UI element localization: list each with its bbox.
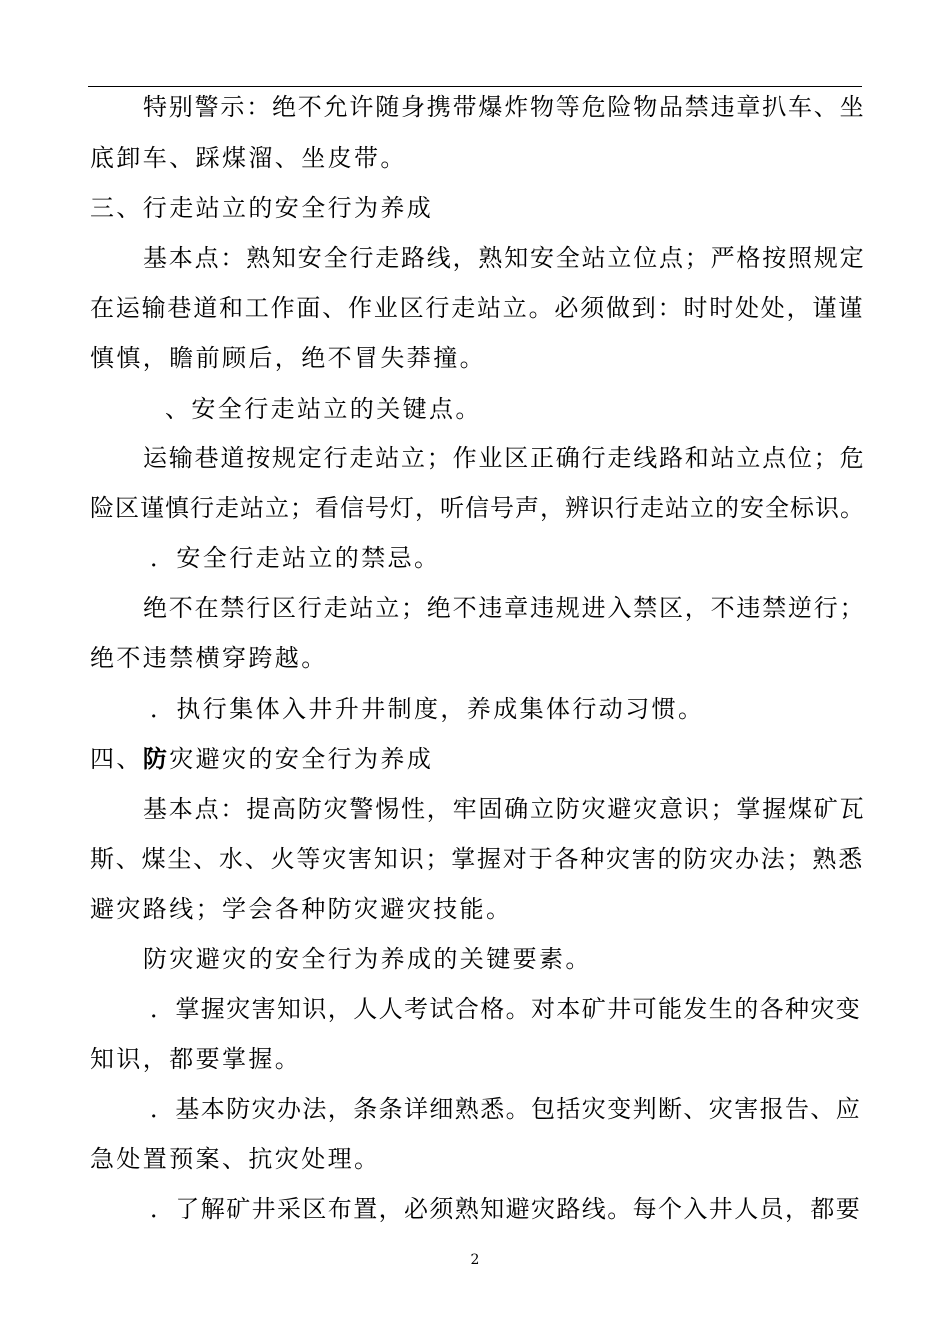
element-3-line-1: ．了解矿井采区布置，必须熟知避灾路线。每个入井人员，都要	[150, 1195, 862, 1223]
subheading-key-points: 、安全行走站立的关键点。	[165, 395, 482, 423]
element-2-line-1: ．基本防灾办法，条条详细熟悉。包括灾变判断、灾害报告、应	[150, 1095, 862, 1123]
section-4-heading	[90, 744, 433, 774]
section-4-title: 灾避灾的安全行为养成	[169, 745, 434, 773]
page-number: 2	[470, 1252, 480, 1268]
section-3-basics-line-1: 基本点：熟知安全行走路线，熟知安全站立位点；严格按照规定	[143, 244, 866, 272]
subheading-collective: ．执行集体入井升井制度，养成集体行动习惯。	[150, 695, 705, 723]
section-3-heading: 三、行走站立的安全行为养成	[90, 194, 434, 222]
taboos-line-2: 绝不违禁横穿跨越。	[90, 644, 328, 672]
key-elements-heading: 防灾避灾的安全行为养成的关键要素。	[143, 945, 592, 973]
taboos-line-1: 绝不在禁行区行走站立；绝不违章违规进入禁区，不违禁逆行；	[143, 594, 866, 622]
section-4-basics-line-2: 斯、煤尘、水、火等灾害知识；掌握对于各种灾害的防灾办法；熟悉	[90, 845, 864, 873]
element-1-line-1: ．掌握灾害知识，人人考试合格。对本矿井可能发生的各种灾变	[150, 995, 862, 1023]
key-points-line-1: 运输巷道按规定行走站立；作业区正确行走线路和站立点位；危	[143, 444, 866, 472]
element-2-line-2: 急处置预案、抗灾处理。	[90, 1145, 381, 1173]
section-4-number: 四、	[90, 745, 143, 773]
section-3-basics-line-3: 慎慎，瞻前顾后，绝不冒失莽撞。	[90, 344, 486, 372]
header-rule	[88, 86, 862, 87]
section-4-bold-char: 防	[142, 744, 170, 773]
subheading-taboos: ．安全行走站立的禁忌。	[150, 544, 441, 572]
key-points-line-2: 险区谨慎行走站立；看信号灯，听信号声，辨识行走站立的安全标识。	[90, 494, 865, 522]
section-4-basics-line-3: 避灾路线；学会各种防灾避灾技能。	[90, 895, 513, 923]
special-warning-line-2: 底卸车、踩煤溜、坐皮带。	[90, 144, 407, 172]
special-warning-line-1: 特别警示：绝不允许随身携带爆炸物等危险物品禁违章扒车、坐	[143, 93, 866, 121]
section-4-basics-line-1: 基本点：提高防灾警惕性，牢固确立防灾避灾意识；掌握煤矿瓦	[143, 795, 866, 823]
section-3-basics-line-2: 在运输巷道和工作面、作业区行走站立。必须做到：时时处处，谨谨	[90, 294, 864, 322]
element-1-line-2: 知识，都要掌握。	[90, 1045, 302, 1073]
